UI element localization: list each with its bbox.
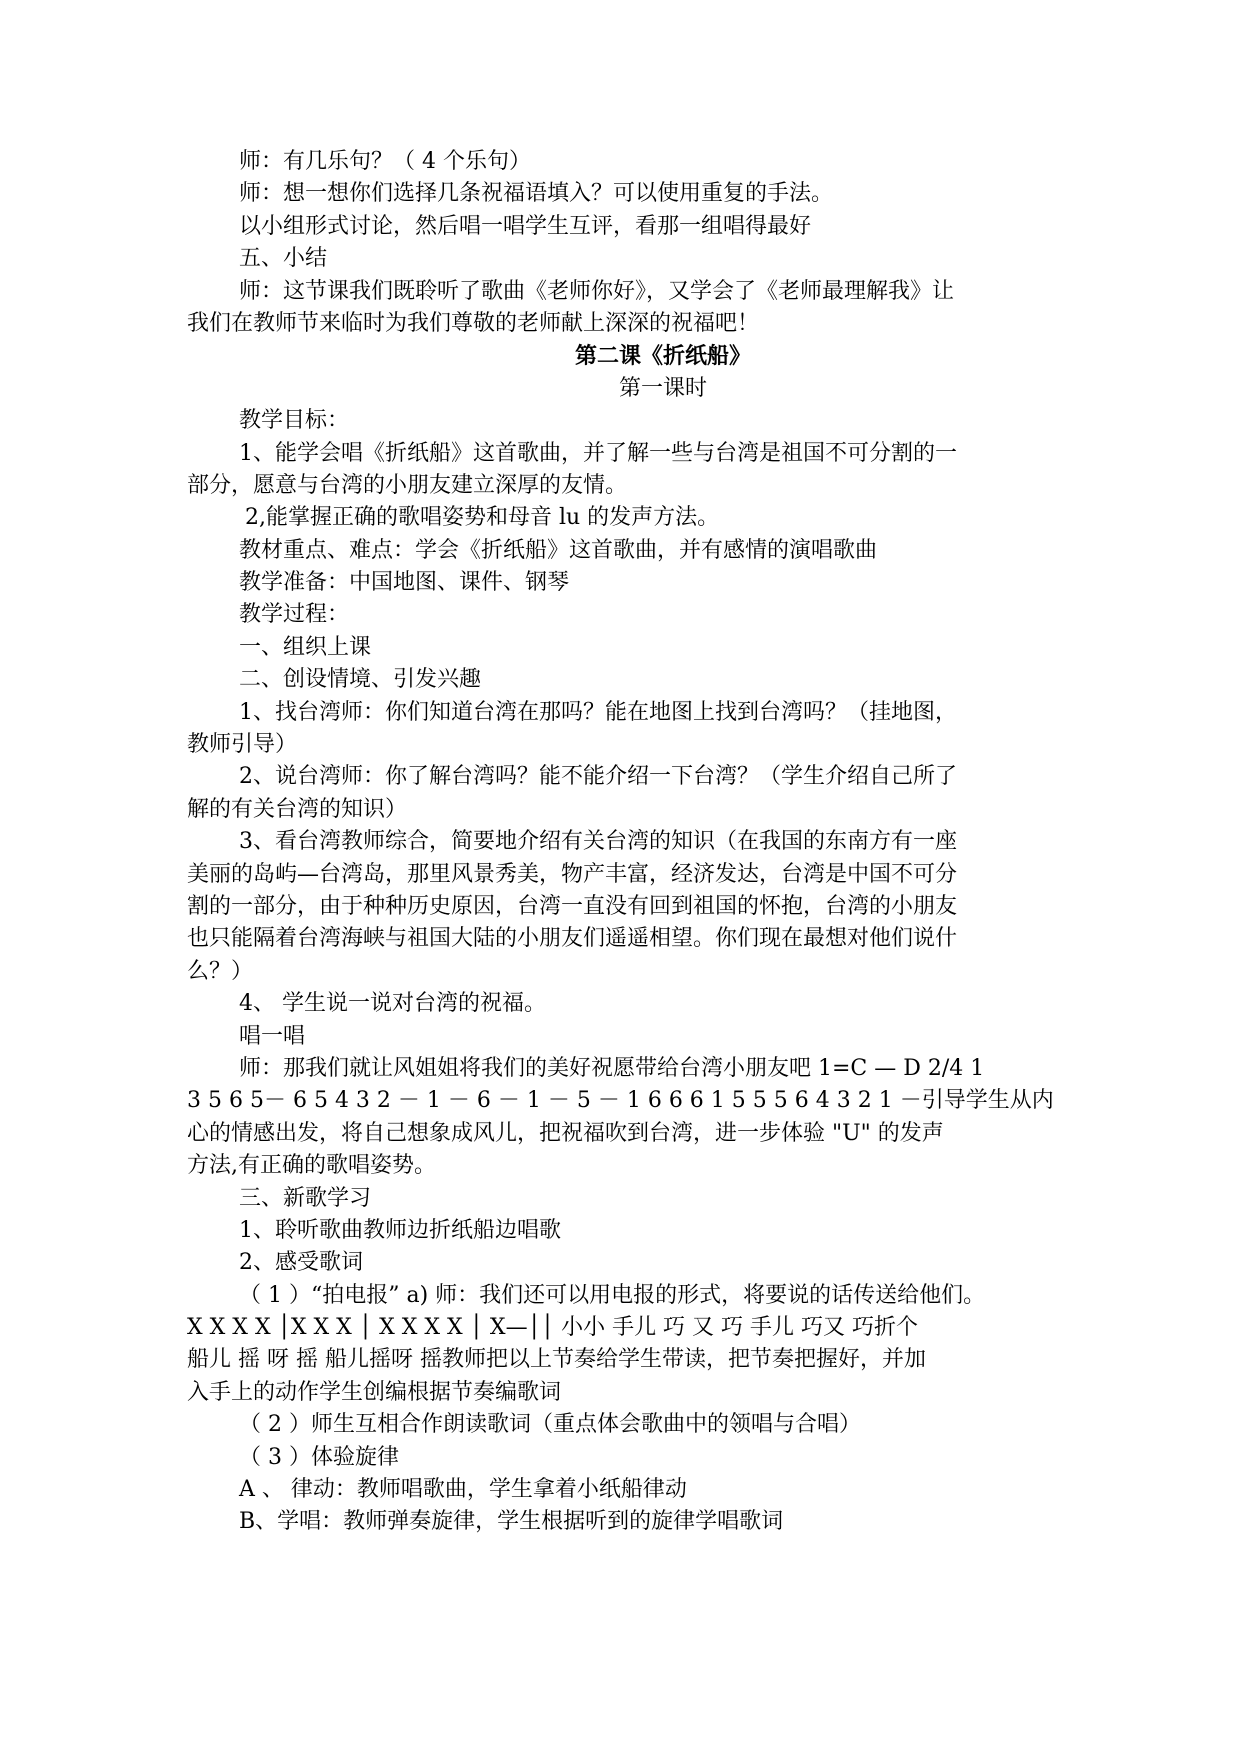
text-line: 教材重点、难点：学会《折纸船》这首歌曲，并有感情的演唱歌曲 [239,537,878,563]
rhythm-line: X X X X │X X X │ X X X X │ X—││ 小小 手儿 巧 又 巧 手儿 巧又 巧折个 [187,1315,919,1341]
text-line: 入手上的动作学生创编根据节奏编歌词 [187,1379,562,1405]
text-line: 船儿 摇 呀 摇 船儿摇呀 摇教师把以上节奏给学生带读，把节奏把握好，并加 [187,1347,926,1373]
text-line: 教师引导） [187,732,298,758]
text-line: 1、找台湾师：你们知道台湾在那吗？能在地图上找到台湾吗？（挂地图， [239,699,957,725]
section-heading: 二、创设情境、引发兴趣 [239,667,482,693]
text-line: 师：想一想你们选择几条祝福语填入？可以使用重复的手法。 [239,181,834,207]
text-line: 2,能掌握正确的歌唱姿势和母音 lu 的发声方法。 [245,505,720,531]
text-line: 心的情感出发，将自己想象成风儿，把祝福吹到台湾，进一步体验 "U" 的发声 [187,1120,944,1146]
text-line: 方法,有正确的歌唱姿势。 [187,1153,436,1179]
section-heading: 教学目标： [239,408,350,434]
text-line: 师：这节课我们既聆听了歌曲《老师你好》，又学会了《老师最理解我》让 [239,278,955,304]
text-line: （ 2 ）师生互相合作朗读歌词（重点体会歌曲中的领唱与合唱） [239,1412,861,1438]
text-line: B、学唱：教师弹奏旋律，学生根据听到的旋律学唱歌词 [239,1509,784,1535]
text-line: 师：有几乐句？（ 4 个乐句） [239,149,531,174]
section-heading: 三、新歌学习 [239,1185,372,1211]
text-line: 4、 学生说一说对台湾的祝福。 [239,991,546,1017]
text-line: 美丽的岛屿—台湾岛，那里风景秀美，物产丰富，经济发达，台湾是中国不可分 [187,861,958,887]
text-line: 以小组形式讨论，然后唱一唱学生互评，看那一组唱得最好 [239,213,812,239]
lesson-subtitle: 第一课时 [618,375,707,401]
notation-line: 3 5 6 5－ 6 5 4 3 2 － 1 － 6 － 1 － 5 － 1 6 6 6 1 5 5 5 6 4 3 2 1 －引导学生从内 [187,1088,1054,1114]
text-line: 师：那我们就让风姐姐将我们的美好祝愿带给台湾小朋友吧 1=C — D 2/4 1 [239,1055,985,1081]
text-line: 3、看台湾教师综合，简要地介绍有关台湾的知识（在我国的东南方有一座 [239,829,957,855]
lesson-title: 第二课《折纸船》 [574,343,751,370]
text-line: 1、聆听歌曲教师边折纸船边唱歌 [239,1217,561,1243]
text-line: 割的一部分，由于种种历史原因，台湾一直没有回到祖国的怀抱，台湾的小朋友 [187,893,958,919]
text-line: 部分，愿意与台湾的小朋友建立深厚的友情。 [187,472,628,498]
section-heading: 一、组织上课 [239,634,372,660]
text-line: （ 1 ）“拍电报” a) 师：我们还可以用电报的形式，将要说的话传送给他们。 [239,1282,986,1308]
document-page [187,146,1127,1539]
section-heading: 教学过程： [239,602,350,628]
text-line: （ 3 ）体验旋律 [239,1444,399,1470]
text-line: 教学准备：中国地图、课件、钢琴 [239,570,570,596]
section-heading: 唱一唱 [239,1023,306,1049]
text-line: A 、 律动：教师唱歌曲，学生拿着小纸船律动 [239,1477,687,1503]
text-line: 我们在教师节来临时为我们尊敬的老师献上深深的祝福吧！ [187,310,760,336]
section-heading: 五、小结 [239,246,328,272]
text-line: 解的有关台湾的知识） [187,796,408,822]
text-line: 2、说台湾师：你了解台湾吗？能不能介绍一下台湾？（学生介绍自己所了 [239,764,957,790]
text-line: 么？） [187,958,254,984]
text-line: 1、能学会唱《折纸船》这首歌曲，并了解一些与台湾是祖国不可分割的一 [239,440,957,466]
text-line: 也只能隔着台湾海峡与祖国大陆的小朋友们遥遥相望。你们现在最想对他们说什 [187,926,958,952]
text-line: 2、感受歌词 [239,1250,363,1276]
